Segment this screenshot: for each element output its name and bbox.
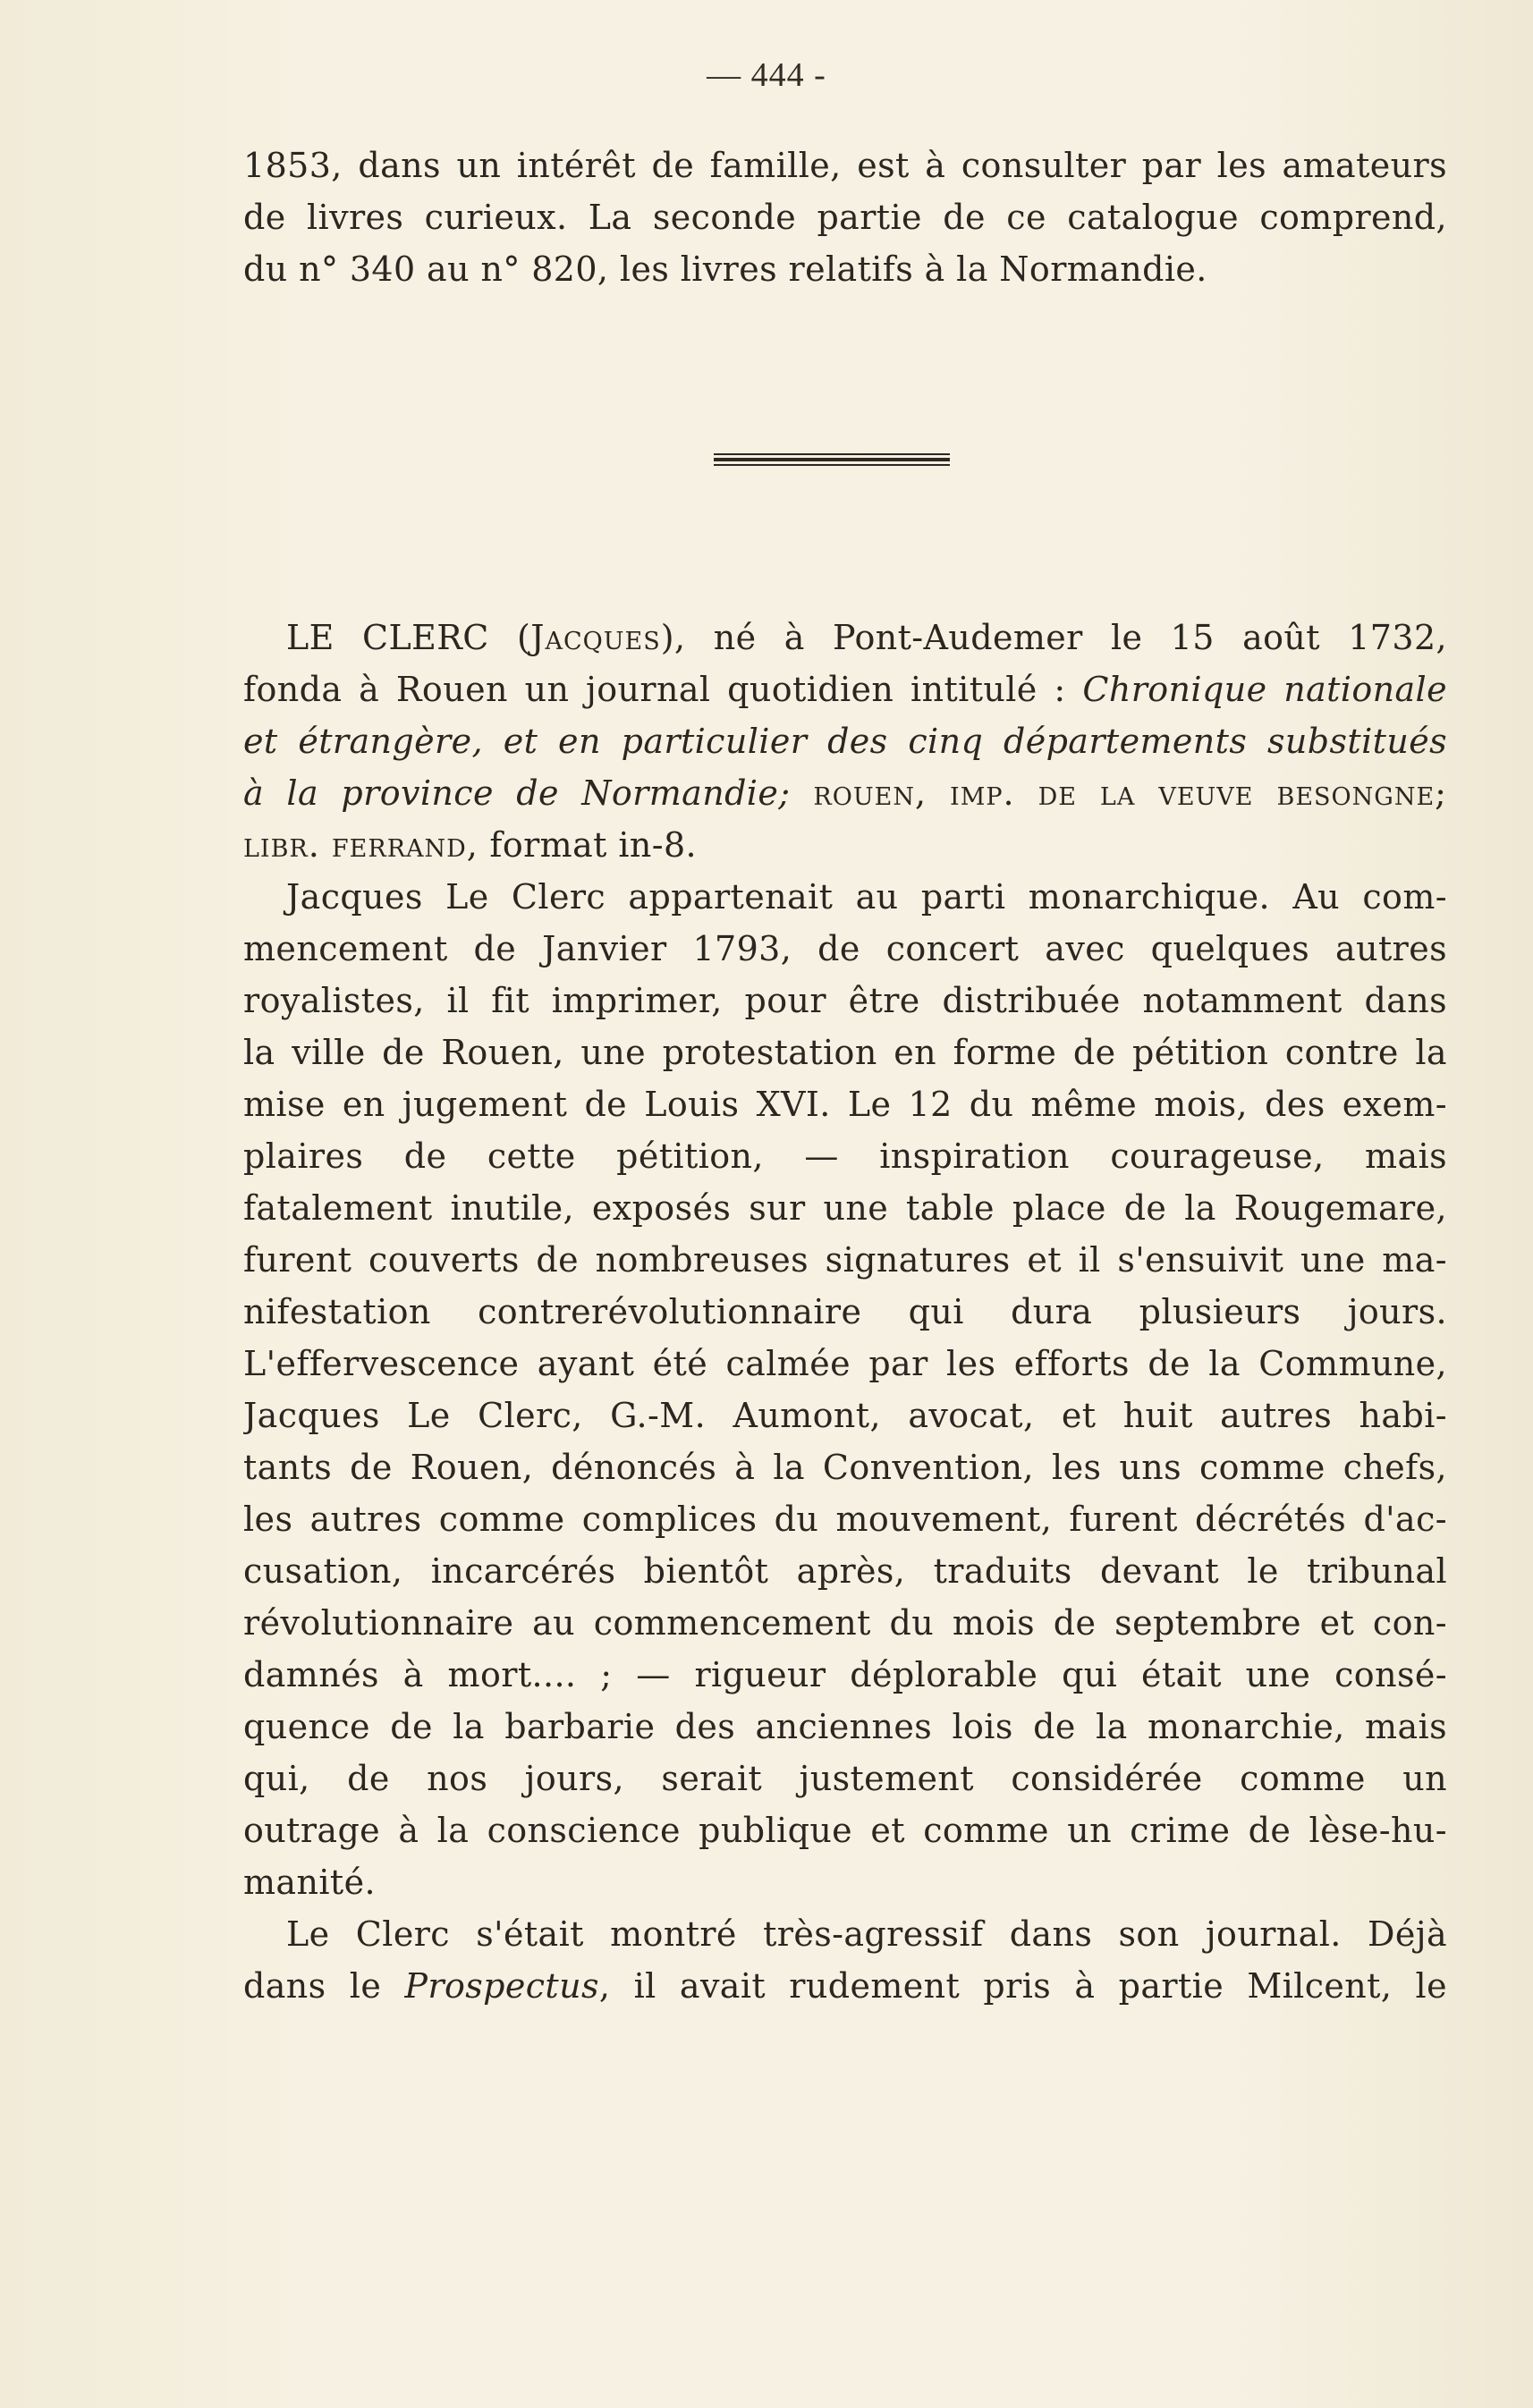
entry-firstname: Jacques [530, 618, 661, 657]
text-line: nifestation contrerévolutionnaire qui dura plusieurs jours. [243, 1292, 1447, 1331]
text-line: qui, de nos jours, serait justement considérée comme un [243, 1759, 1447, 1798]
section-divider [714, 453, 950, 464]
text-line: révolutionnaire au commencement du mois de septembre et con- [243, 1603, 1447, 1643]
format-text: format in-8. [478, 825, 698, 865]
page-number: — 444 - [707, 56, 826, 94]
entry-heading-rest: ), né à Pont-Audemer le 15 août 1732, [660, 618, 1447, 657]
journal-title: Chronique nationale [1082, 670, 1447, 709]
text-line: outrage à la conscience publique et comme un crime de lèse-hu- [243, 1811, 1447, 1850]
text-line: tants de Rouen, dénoncés à la Convention, les uns comme chefs, [243, 1448, 1447, 1487]
text-line: mise en jugement de Louis XVI. Le 12 du même mois, des exem- [243, 1085, 1447, 1124]
text-line: Le Clerc s'était montré très-agressif dans son journal. Déjà [286, 1914, 1447, 1954]
text-line: damnés à mort.... ; — rigueur déplorable qui était une consé- [243, 1655, 1447, 1694]
text-line [243, 1960, 1447, 2012]
text-line [243, 767, 1447, 819]
entry-heading-line [243, 612, 1447, 663]
entry-name: LE CLERC ( [286, 618, 531, 657]
text-line: 1853, dans un intérêt de famille, est à consulter par les amateurs [243, 146, 1447, 185]
text-segment: dans le [243, 1966, 405, 2006]
text-line: fatalement inutile, exposés sur une table place de la Rougemare, [243, 1188, 1447, 1228]
text-segment: , il avait rudement pris à partie Milcent, le [598, 1966, 1447, 2006]
journal-title: et étrangère, et en particulier des cinq départements substitués [243, 722, 1447, 761]
text-line: la ville de Rouen, une protestation en forme de pétition contre la [243, 1033, 1447, 1072]
text-line: du n° 340 au n° 820, les livres relatifs à la Normandie. [243, 249, 1207, 289]
text-line: L'effervescence ayant été calmée par les efforts de la Commune, [243, 1344, 1447, 1383]
text-line: de livres curieux. La seconde partie de ce catalogue comprend, [243, 198, 1447, 237]
text-line [243, 715, 1447, 767]
imprint-text: rouen, imp. de la veuve besongne; [790, 773, 1447, 813]
text-segment: fonda à Rouen un journal quotidien intitulé : [243, 670, 1083, 709]
imprint-text: libr. ferrand, [243, 825, 479, 865]
prospectus-title: Prospectus [404, 1966, 599, 2006]
text-line [243, 663, 1447, 715]
entry-le-clerc [243, 612, 1447, 2012]
text-line: quence de la barbarie des anciennes lois de la monarchie, mais [243, 1707, 1447, 1746]
text-line: mencement de Janvier 1793, de concert avec quelques autres [243, 929, 1447, 968]
text-line [243, 819, 1447, 871]
journal-title: à la province de Normandie; [243, 773, 791, 813]
text-line: plaires de cette pétition, — inspiration courageuse, mais [243, 1136, 1447, 1176]
text-line: cusation, incarcérés bientôt après, traduits devant le tribunal [243, 1551, 1447, 1591]
text-line: furent couverts de nombreuses signatures et il s'ensuivit une ma- [243, 1240, 1447, 1280]
text-line: Jacques Le Clerc, G.-M. Aumont, avocat, et huit autres habi- [243, 1396, 1447, 1435]
text-line: royalistes, il fit imprimer, pour être distribuée notamment dans [243, 981, 1447, 1020]
text-line: Jacques Le Clerc appartenait au parti monarchique. Au com- [286, 877, 1447, 917]
intro-paragraph [243, 139, 1447, 295]
text-line: manité. [243, 1863, 376, 1902]
text-line: les autres comme complices du mouvement, furent décrétés d'ac- [243, 1500, 1447, 1539]
